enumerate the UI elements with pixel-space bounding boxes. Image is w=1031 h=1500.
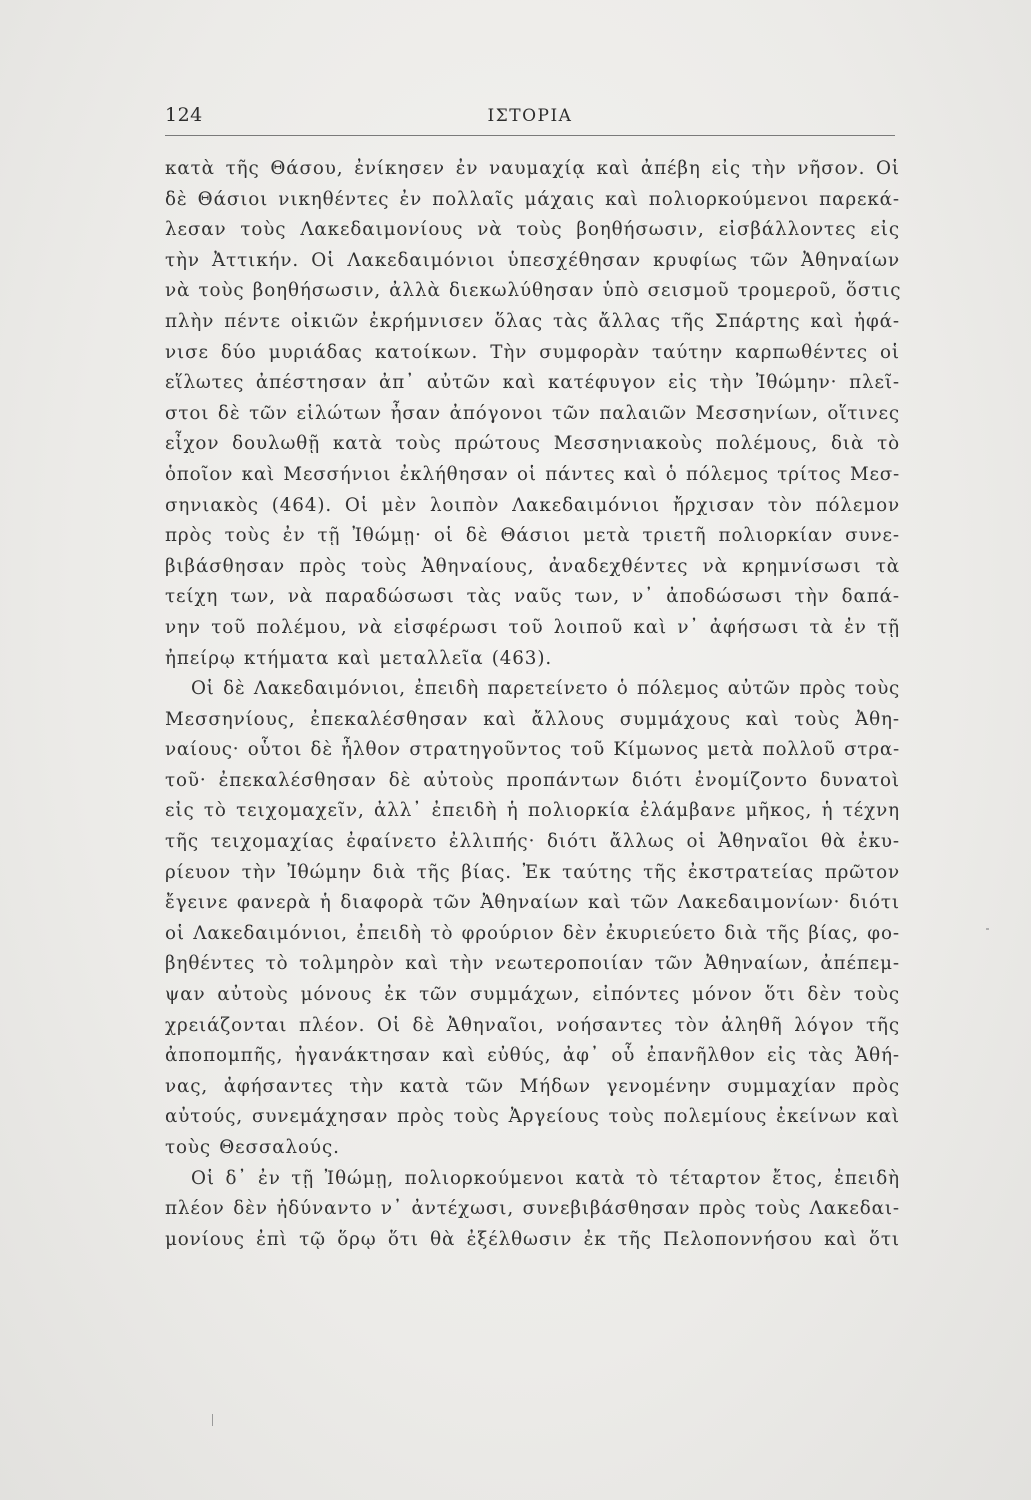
page-number: 124 [165,104,203,126]
text-line: τοῦ· ἐπεκαλέσθησαν δὲ αὐτοὺς προπάντων διότι ἐνομίζοντο δυνατοὶ [165,769,900,791]
text-line: πλέον δὲν ἠδύναντο ν᾽ ἀντέχωσι, συνεβιβάσθησαν πρὸς τοὺς Λακεδαι- [165,1198,900,1220]
text-line: χρειάζονται πλέον. Οἱ δὲ Ἀθηναῖοι, νοήσαντες τὸν ἀληθῆ λόγον τῆς [165,1014,900,1036]
text-line: τείχη των, νὰ παραδώσωσι τὰς ναῦς των, ν᾽ ἀποδώσωσι τὴν δαπά- [165,586,900,608]
paragraph-end-line: ἠπείρῳ κτήματα καὶ μεταλλεῖα (463). [165,647,553,669]
text-line: λεσαν τοὺς Λακεδαιμονίους νὰ τοὺς βοηθήσωσιν, εἰσβάλλοντες εἰς [165,219,900,241]
text-line: οἱ Λακεδαιμόνιοι, ἐπειδὴ τὸ φρούριον δὲν ἐκυριεύετο διὰ τῆς βίας, φο- [165,922,900,944]
text-line: πρὸς τοὺς ἐν τῇ Ἰθώμῃ· οἱ δὲ Θάσιοι μετὰ τριετῆ πολιορκίαν συνε- [165,525,900,547]
text-line: κατὰ τῆς Θάσου, ἐνίκησεν ἐν ναυμαχίᾳ καὶ ἀπέβη εἰς τὴν νῆσον. Οἱ [165,158,900,179]
body-text [165,154,900,1255]
page-header [165,104,895,138]
header-rule [165,135,895,136]
text-line: ψαν αὐτοὺς μόνους ἐκ τῶν συμμάχων, εἰπόντες μόνον ὅτι δὲν τοὺς [165,984,900,1006]
ink-speck [212,1414,213,1426]
text-line: αὐτούς, συνεμάχησαν πρὸς τοὺς Ἀργείους τοὺς πολεμίους ἐκείνων καὶ [165,1106,900,1128]
text-line: ρίευον τὴν Ἰθώμην διὰ τῆς βίας. Ἐκ ταύτης τῆς ἐκστρατείας πρῶτον [165,861,900,883]
text-line: πλὴν πέντε οἰκιῶν ἐκρήμνισεν ὅλας τὰς ἄλλας τῆς Σπάρτης καὶ ἠφά- [165,310,900,332]
text-line: σηνιακὸς (464). Οἱ μὲν λοιπὸν Λακεδαιμόνιοι ἤρχισαν τὸν πόλεμον [165,494,900,516]
text-line: εἰς τὸ τειχομαχεῖν, ἀλλ᾽ ἐπειδὴ ἡ πολιορκία ἐλάμβανε μῆκος, ἡ τέχνη [165,800,900,822]
text-line: βιβάσθησαν πρὸς τοὺς Ἀθηναίους, ἀναδεχθέντες νὰ κρημνίσωσι τὰ [165,555,900,577]
text-line: τὴν Ἀττικήν. Οἱ Λακεδαιμόνιοι ὑπεσχέθησαν κρυφίως τῶν Ἀθηναίων [165,249,900,271]
text-line: στοι δὲ τῶν εἱλώτων ἦσαν ἀπόγονοι τῶν παλαιῶν Μεσσηνίων, οἵτινες [165,402,900,424]
paragraph-start-line: Οἱ δ᾽ ἐν τῇ Ἰθώμῃ, πολιορκούμενοι κατὰ τὸ τέταρτον ἔτος, ἐπειδὴ [191,1167,900,1189]
text-line: εἶχον δουλωθῇ κατὰ τοὺς πρώτους Μεσσηνιακοὺς πολέμους, διὰ τὸ [165,433,900,455]
text-line: νισε δύο μυριάδας κατοίκων. Τὴν συμφορὰν ταύτην καρπωθέντες οἱ [165,341,900,363]
text-line: τῆς τειχομαχίας ἐφαίνετο ἐλλιπής· διότι ἄλλως οἱ Ἀθηναῖοι θὰ ἐκυ- [165,831,900,853]
text-line: ἀποπομπῆς, ἠγανάκτησαν καὶ εὐθύς, ἀφ᾽ οὗ ἐπανῆλθον εἰς τὰς Ἀθή- [165,1045,900,1067]
text-line: ἔγεινε φανερὰ ἡ διαφορὰ τῶν Ἀθηναίων καὶ τῶν Λακεδαιμονίων· διότι [165,892,900,914]
text-line: εἵλωτες ἀπέστησαν ἀπ᾽ αὐτῶν καὶ κατέφυγον εἰς τὴν Ἰθώμην· πλεῖ- [165,372,900,394]
text-line: ναίους· οὗτοι δὲ ἦλθον στρατηγοῦντος τοῦ Κίμωνος μετὰ πολλοῦ στρα- [165,739,900,761]
running-title: ΙΣΤΟΡΙΑ [487,106,573,126]
text-line: Μεσσηνίους, ἐπεκαλέσθησαν καὶ ἄλλους συμμάχους καὶ τοὺς Ἀθη- [165,708,900,730]
text-line: ὁποῖον καὶ Μεσσήνιοι ἐκλήθησαν οἱ πάντες καὶ ὁ πόλεμος τρίτος Μεσ- [165,463,900,485]
paragraph-end-line: τοὺς Θεσσαλούς. [165,1137,340,1158]
text-line: βηθέντες τὸ τολμηρὸν καὶ τὴν νεωτεροποιίαν τῶν Ἀθηναίων, ἀπέπεμ- [165,953,900,975]
text-line: μονίους ἐπὶ τῷ ὅρῳ ὅτι θὰ ἐξέλθωσιν ἐκ τῆς Πελοποννήσου καὶ ὅτι [165,1228,900,1250]
paragraph-start-line: Οἱ δὲ Λακεδαιμόνιοι, ἐπειδὴ παρετείνετο ὁ πόλεμος αὐτῶν πρὸς τοὺς [191,678,900,700]
text-line: νὰ τοὺς βοηθήσωσιν, ἀλλὰ διεκωλύθησαν ὑπὸ σεισμοῦ τρομεροῦ, ὅστις [165,280,902,302]
text-line: δὲ Θάσιοι νικηθέντες ἐν πολλαῖς μάχαις καὶ πολιορκούμενοι παρεκά- [165,188,900,210]
text-line: νην τοῦ πολέμου, νὰ εἰσφέρωσι τοῦ λοιποῦ καὶ ν᾽ ἀφήσωσι τὰ ἐν τῇ [165,616,900,638]
text-line: νας, ἀφήσαντες τὴν κατὰ τῶν Μήδων γενομένην συμμαχίαν πρὸς [165,1075,900,1097]
ink-speck [986,928,989,930]
